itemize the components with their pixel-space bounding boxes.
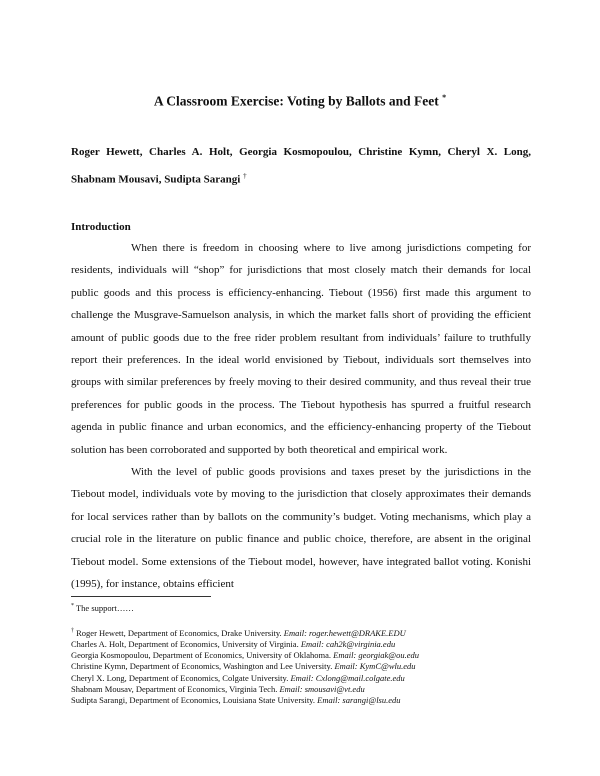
affiliation-text: Cheryl X. Long, Department of Economics, Colgate University.: [71, 672, 291, 683]
affiliation-text: Georgia Kosmopoulou, Department of Economics, University of Oklahoma.: [71, 650, 334, 661]
email-address: Email: KymC@wlu.edu: [334, 661, 416, 672]
affiliation-text: Christine Kymn, Department of Economics, Washington and Lee University.: [71, 661, 335, 672]
author-line-2: Shabnam Mousavi, Sudipta Sarangi: [71, 173, 241, 186]
paragraph-2: With the level of public goods provisions and taxes preset by the jurisdictions in the Tiebout model, individuals vote by moving to the jurisdiction that closely approximates their demands for local services rather than by ballots on the community’s budget. Voting mechanisms, which play a crucial role in the literature on public finance and public choice, therefore, are absent in the original Tiebout model. Some extensions of the Tiebout model, however, have integrated ballot voting. Konishi (1995), for instance, obtains efficient: [71, 466, 531, 591]
footnote-entry: [71, 626, 541, 639]
body-text: [71, 237, 531, 596]
affiliation-text: Charles A. Holt, Department of Economics, University of Virginia.: [71, 639, 301, 650]
affiliation-text: Sudipta Sarangi, Department of Economics, Louisiana State University.: [71, 695, 318, 706]
footnote-entry: [71, 661, 541, 672]
email-address: Email: georgiak@ou.edu: [333, 650, 420, 661]
section-heading: Introduction: [71, 221, 131, 233]
paragraph-1: When there is freedom in choosing where to live among jurisdictions competing for residents, individuals will “shop” for jurisdictions that most closely match their demands for local public goods and this process is efficiency-enhancing. Tiebout (1956) first made this argument to challenge the Musgrave-Samuelson analysis, in which the market falls short of providing the efficient amount of public goods due to the free rider problem resultant from individuals’ failure to truthfully report their preferences. In the ideal world envisioned by Tiebout, individuals sort themselves into groups with similar preferences by freely moving to their desired community, and thus reveal their true preferences for public goods in the process. The Tiebout hypothesis has spurred a fruitful research agenda in public finance and urban economics, and the efficiency-enhancing property of the Tiebout solution has been corroborated and supported by both theoretical and empirical work.: [71, 242, 531, 456]
email-address: Email: Cxlong@mail.colgate.edu: [290, 672, 405, 683]
email-address: Email: smousavi@vt.edu: [279, 683, 365, 694]
footnote-star: [71, 603, 134, 613]
footnote-entry: [71, 673, 541, 684]
footnote-entry: [71, 684, 541, 695]
author-list: [71, 140, 531, 192]
footnote-dagger: [71, 626, 541, 706]
email-address: Email: roger.hewett@DRAKE.EDU: [283, 627, 406, 638]
title-footnote-mark: *: [442, 93, 447, 102]
footnote-entry: [71, 695, 541, 706]
footnote-entry: [71, 639, 541, 650]
affiliation-text: Shabnam Mousav, Department of Economics, Virginia Tech.: [71, 683, 280, 694]
footnote-entry: [71, 650, 541, 661]
affiliation-text: Roger Hewett, Department of Economics, Drake University.: [76, 627, 284, 638]
footnote-star-text: The support……: [75, 603, 134, 613]
footnote-star-mark: *: [71, 603, 74, 610]
paper-title: [0, 93, 600, 110]
author-line-1: Roger Hewett, Charles A. Holt, Georgia Kosmopoulou, Christine Kymn, Cheryl X. Long,: [71, 146, 531, 158]
footnote-divider: [71, 596, 211, 597]
title-text: A Classroom Exercise: Voting by Ballots and Feet: [153, 93, 439, 109]
email-address: Email: sarangi@lsu.edu: [317, 695, 401, 706]
footnote-dagger-mark: †: [71, 628, 74, 634]
email-address: Email: cah2k@virginia.edu: [300, 639, 396, 650]
author-footnote-mark: †: [243, 172, 247, 180]
